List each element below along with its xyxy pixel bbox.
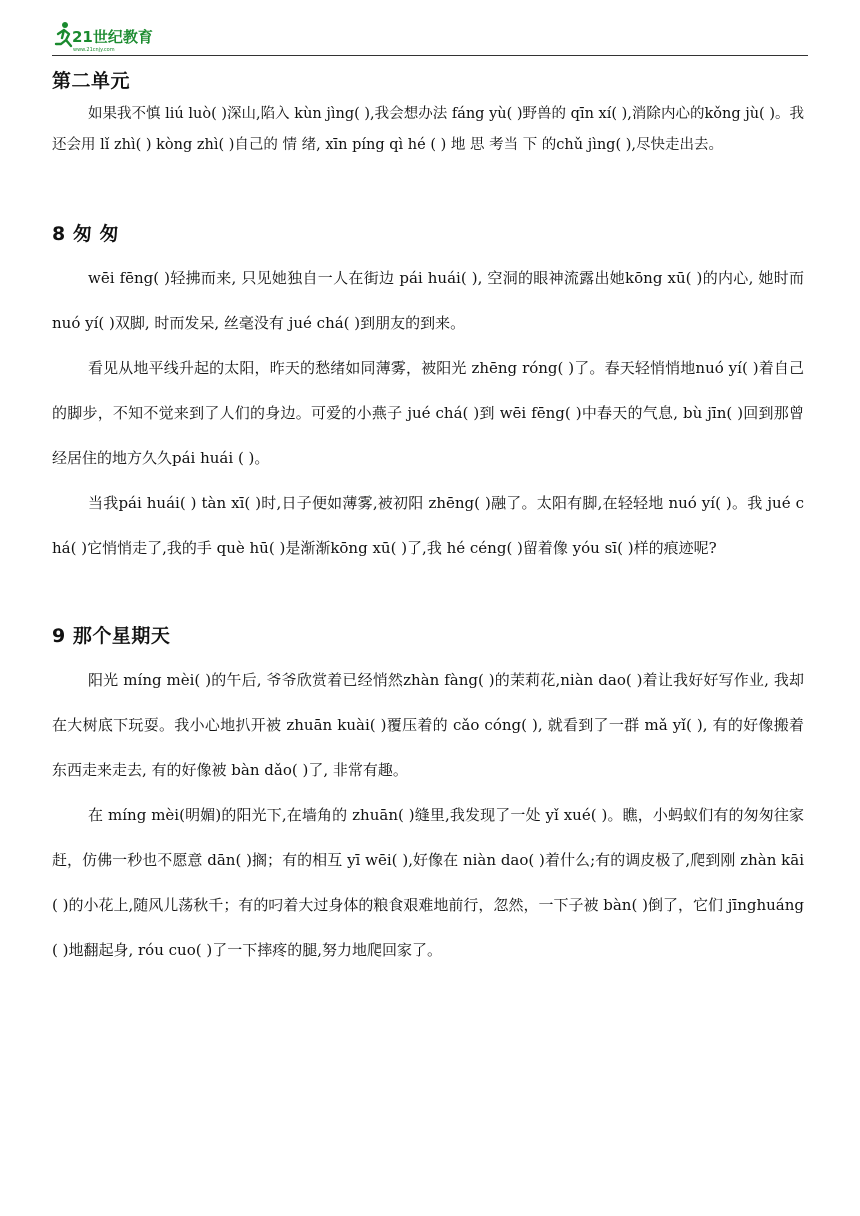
logo-url: www.21cnjy.com	[73, 47, 115, 53]
section-8-paragraph-2: 看见从地平线升起的太阳，昨天的愁绪如同薄雾，被阳光 zhēng róng( )了。春天轻悄悄地nuó yí( )着自己的脚步，不知不觉来到了人们的身边。可爱的小燕子 jué chá( )到 wēi fēng( )中春天的气息, bù jīn( )回到那曾经居住的地方久久pái huái ( )。	[52, 359, 804, 467]
page-header	[52, 20, 808, 56]
logo	[52, 20, 153, 54]
unit-title: 第二单元	[52, 70, 131, 92]
section-8-paragraph-3: 当我pái huái( ) tàn xī( )时,日子便如薄雾,被初阳 zhēng( )融了。太阳有脚,在轻轻地 nuó yí( )。我 jué chá( )它悄悄走了,我的手 què hū( )是渐渐kōng xū( )了,我 hé céng( )留着像 yóu sī( )样的痕迹呢?	[52, 494, 804, 557]
section-8-paragraph-1: wēi fēng( )轻拂而来, 只见她独自一人在街边 pái huái( ), 空洞的眼神流露出她kōng xū( )的内心, 她时而 nuó yí( )双脚, 时而发呆, 丝毫没有 jué chá( )到朋友的到来。	[52, 269, 804, 332]
running-figure-logo-icon	[52, 20, 153, 54]
header-divider	[52, 55, 808, 56]
document-body	[52, 62, 804, 973]
logo-text: 21世纪教育	[72, 28, 153, 46]
section-title-9: 9 那个星期天	[52, 625, 171, 647]
section-9-paragraph-1: 阳光 míng mèi( )的午后, 爷爷欣赏着已经悄然zhàn fàng( )的茉莉花,niàn dao( )着让我好好写作业, 我却在大树底下玩耍。我小心地扒开被 zhuān kuài( )覆压着的 cǎo cóng( ), 就看到了一群 mǎ yǐ( ), 有的好像搬着东西走来走去, 有的好像被 bàn dǎo( )了, 非常有趣。	[52, 671, 804, 779]
section-9-paragraph-2: 在 míng mèi(明媚)的阳光下,在墙角的 zhuān( )缝里,我发现了一处 yǐ xué( )。瞧，小蚂蚁们有的匆匆往家赶，仿佛一秒也不愿意 dān( )搁；有的相互 yī wēi( ),好像在 niàn dao( )着什么;有的调皮极了,爬到刚 zhàn kāi( )的小花上,随风儿荡秋千；有的叼着大过身体的粮食艰难地前行，忽然，一下子被 bàn( )倒了，它们 jīnghuáng( )地翻起身, róu cuo( )了一下摔疼的腿,努力地爬回家了。	[52, 806, 804, 959]
unit-paragraph: 如果我不慎 liú luò( )深山,陷入 kùn jìng( ),我会想办法 fáng yù( )野兽的 qīn xí( ),消除内心的kǒng jù( )。我还会用 lǐ zhì( ) kòng zhì( )自己的 情 绪, xīn píng qì hé ( ) 地 思 考当 下 的chǔ jìng( ),尽快走出去。	[52, 106, 804, 153]
section-title-8: 8 匆 匆	[52, 223, 119, 245]
